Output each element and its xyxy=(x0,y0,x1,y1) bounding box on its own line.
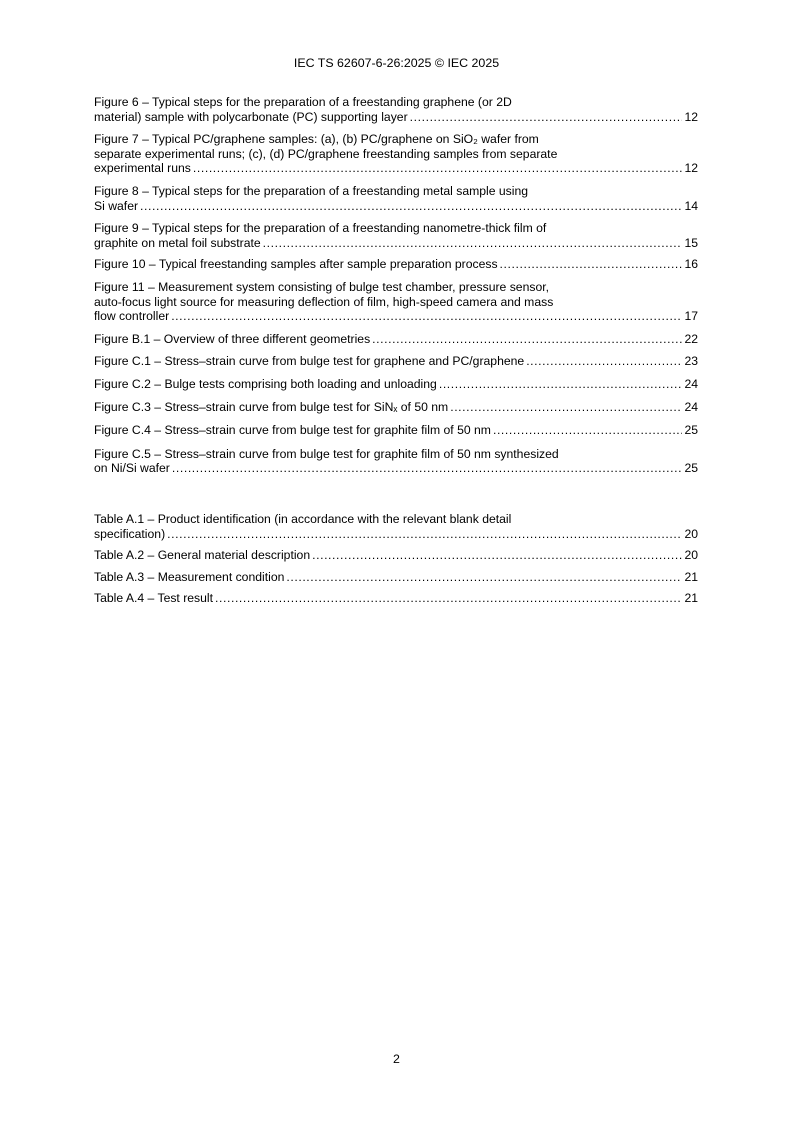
dot-leader xyxy=(312,548,682,563)
dot-leader xyxy=(500,257,683,272)
figure-entry[interactable] xyxy=(94,132,698,176)
entry-title-line: Figure C.1 – Stress–strain curve from bulge test for graphene and PC/graphene xyxy=(94,354,525,369)
entry-page-number: 16 xyxy=(684,257,698,272)
table-entry[interactable] xyxy=(94,591,698,606)
entry-title-line: Figure 11 – Measurement system consisting of bulge test chamber, pressure sensor, xyxy=(94,279,549,294)
dot-leader xyxy=(140,199,682,214)
entry-title-line: Table A.1 – Product identification (in accordance with the relevant blank detail xyxy=(94,512,512,526)
table-entry[interactable] xyxy=(94,570,698,585)
entry-last-line xyxy=(94,236,698,251)
entry-page-number: 24 xyxy=(684,376,698,391)
entry-last-line xyxy=(94,548,698,563)
entry-title-line: flow controller xyxy=(94,309,170,324)
entry-title-line: Figure C.2 – Bulge tests comprising both loading and unloading xyxy=(94,376,437,391)
entry-last-line xyxy=(94,461,698,476)
entry-last-line xyxy=(94,257,698,272)
figure-entry[interactable] xyxy=(94,332,698,347)
figure-entry[interactable] xyxy=(94,184,698,213)
dot-leader xyxy=(493,423,682,438)
dot-leader xyxy=(193,161,683,176)
entry-title-line: auto-focus light source for measuring deflection of film, high-speed camera and mass xyxy=(94,294,554,309)
entry-last-line xyxy=(94,354,698,369)
entry-last-line xyxy=(94,570,698,585)
entry-last-line xyxy=(94,332,698,347)
entry-last-line xyxy=(94,527,698,542)
entry-title-line: specification) xyxy=(94,526,166,541)
dot-leader xyxy=(439,377,683,392)
figure-entry[interactable] xyxy=(94,95,698,124)
list-of-tables xyxy=(94,512,698,606)
entry-page-number: 17 xyxy=(684,309,698,324)
entry-last-line xyxy=(94,110,698,125)
entry-last-line xyxy=(94,161,698,176)
dot-leader xyxy=(215,591,682,606)
dot-leader xyxy=(167,527,682,542)
entry-page-number: 24 xyxy=(684,399,698,414)
entry-page-number: 21 xyxy=(684,591,698,606)
dot-leader xyxy=(450,400,682,415)
entry-title-line: experimental runs xyxy=(94,161,191,176)
table-entry[interactable] xyxy=(94,548,698,563)
dot-leader xyxy=(172,461,683,476)
entry-last-line xyxy=(94,400,698,415)
figure-entry[interactable] xyxy=(94,280,698,324)
entry-title-line: on Ni/Si wafer xyxy=(94,461,170,476)
entry-page-number: 12 xyxy=(684,161,698,176)
entry-page-number: 12 xyxy=(684,109,698,124)
figure-entry[interactable] xyxy=(94,447,698,476)
figure-entry[interactable] xyxy=(94,354,698,369)
entry-title-line: Figure 8 – Typical steps for the preparation of a freestanding metal sample using xyxy=(94,183,529,198)
dot-leader xyxy=(263,236,683,251)
entry-page-number: 22 xyxy=(684,331,698,346)
page-number: 2 xyxy=(393,1052,400,1066)
entry-last-line xyxy=(94,423,698,438)
figure-entry[interactable] xyxy=(94,221,698,250)
entry-title-line: Figure 10 – Typical freestanding samples after sample preparation process xyxy=(94,257,498,272)
entry-title-line: material) sample with polycarbonate (PC) supporting layer xyxy=(94,109,408,124)
entry-title-line: graphite on metal foil substrate xyxy=(94,235,261,250)
figure-entry[interactable] xyxy=(94,400,698,415)
list-of-figures xyxy=(94,95,698,476)
entry-page-number: 21 xyxy=(684,569,698,584)
entry-page-number: 20 xyxy=(684,526,698,541)
entry-title-line: Figure 6 – Typical steps for the preparation of a freestanding graphene (or 2D xyxy=(94,95,512,109)
entry-page-number: 20 xyxy=(684,548,698,563)
entry-title-line: Figure B.1 – Overview of three different geometries xyxy=(94,331,371,346)
table-entry[interactable] xyxy=(94,512,698,541)
entry-title-line: Figure 7 – Typical PC/graphene samples: (a), (b) PC/graphene on SiO₂ wafer from xyxy=(94,132,539,147)
entry-last-line xyxy=(94,377,698,392)
entry-page-number: 25 xyxy=(684,423,698,438)
entry-title-line: Figure C.4 – Stress–strain curve from bulge test for graphite film of 50 nm xyxy=(94,423,491,438)
dot-leader xyxy=(526,354,682,369)
entry-page-number: 23 xyxy=(684,354,698,369)
entry-page-number: 25 xyxy=(684,461,698,476)
dot-leader xyxy=(171,309,682,324)
entry-last-line xyxy=(94,199,698,214)
entry-last-line xyxy=(94,591,698,606)
figure-entry[interactable] xyxy=(94,377,698,392)
dot-leader xyxy=(372,332,682,347)
entry-title-line: Figure C.3 – Stress–strain curve from bulge test for SiNₓ of 50 nm xyxy=(94,399,449,414)
entry-title-line: Table A.2 – General material description xyxy=(94,548,311,563)
entry-page-number: 15 xyxy=(684,235,698,250)
page-header: IEC TS 62607-6-26:2025 © IEC 2025 xyxy=(293,56,500,70)
figure-entry[interactable] xyxy=(94,423,698,438)
dot-leader xyxy=(410,110,683,125)
figure-entry[interactable] xyxy=(94,257,698,272)
entry-title-line: Table A.4 – Test result xyxy=(94,591,214,606)
entry-title-line: separate experimental runs; (c), (d) PC/graphene freestanding samples from separate xyxy=(94,146,558,161)
entry-last-line xyxy=(94,309,698,324)
entry-title-line: Table A.3 – Measurement condition xyxy=(94,569,285,584)
entry-page-number: 14 xyxy=(684,198,698,213)
entry-title-line: Figure C.5 – Stress–strain curve from bulge test for graphite film of 50 nm synthesized xyxy=(94,446,559,461)
dot-leader xyxy=(286,570,682,585)
entry-title-line: Figure 9 – Typical steps for the preparation of a freestanding nanometre-thick film of xyxy=(94,221,547,236)
entry-title-line: Si wafer xyxy=(94,198,139,213)
